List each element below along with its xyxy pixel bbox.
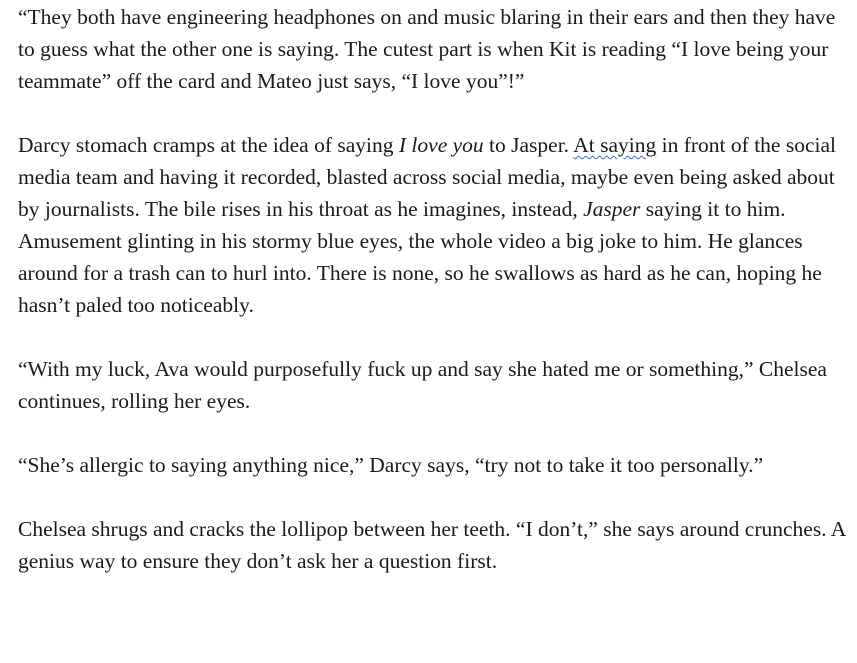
paragraph-5: Chelsea shrugs and cracks the lollipop between her teeth. “I don’t,” she says around crunches. A genius way to ensure they don’t ask her a question first. — [18, 517, 846, 573]
paragraph-2-text-d: saying it to him. Amusement glinting in his stormy blue eyes, the whole video a big joke to him. He glances around for a trash can to hurl into. There is none, so he swallows as hard as he can, hoping he hasn’t paled too noticeably. — [18, 197, 822, 317]
paragraph-1: “They both have engineering headphones on and music blaring in their ears and then they have to guess what the other one is saying. The cutest part is when Kit is reading “I love being your teammate” off the card and Mateo just says, “I love you”!” — [18, 5, 836, 93]
paragraph-4: “She’s allergic to saying anything nice,” Darcy says, “try not to take it too personally.” — [18, 453, 764, 477]
document-body[interactable] — [18, 0, 848, 609]
paragraph-2-text-a: Darcy stomach cramps at the idea of saying — [18, 133, 399, 157]
paragraph-2-text-b: to Jasper. — [483, 133, 574, 157]
paragraph-2 — [18, 129, 848, 321]
italic-i-love-you: I love you — [398, 133, 484, 157]
spellcheck-flagged-phrase[interactable]: At saying — [573, 133, 657, 157]
italic-jasper: Jasper — [583, 197, 641, 221]
paragraph-3: “With my luck, Ava would purposefully fuck up and say she hated me or something,” Chelsea continues, rolling her eyes. — [18, 357, 827, 413]
paragraph-2-text-c: in front of the social media team and having it recorded, blasted across social media, maybe even being asked about by journalists. The bile rises in his throat as he imagines, instead, — [18, 133, 836, 221]
